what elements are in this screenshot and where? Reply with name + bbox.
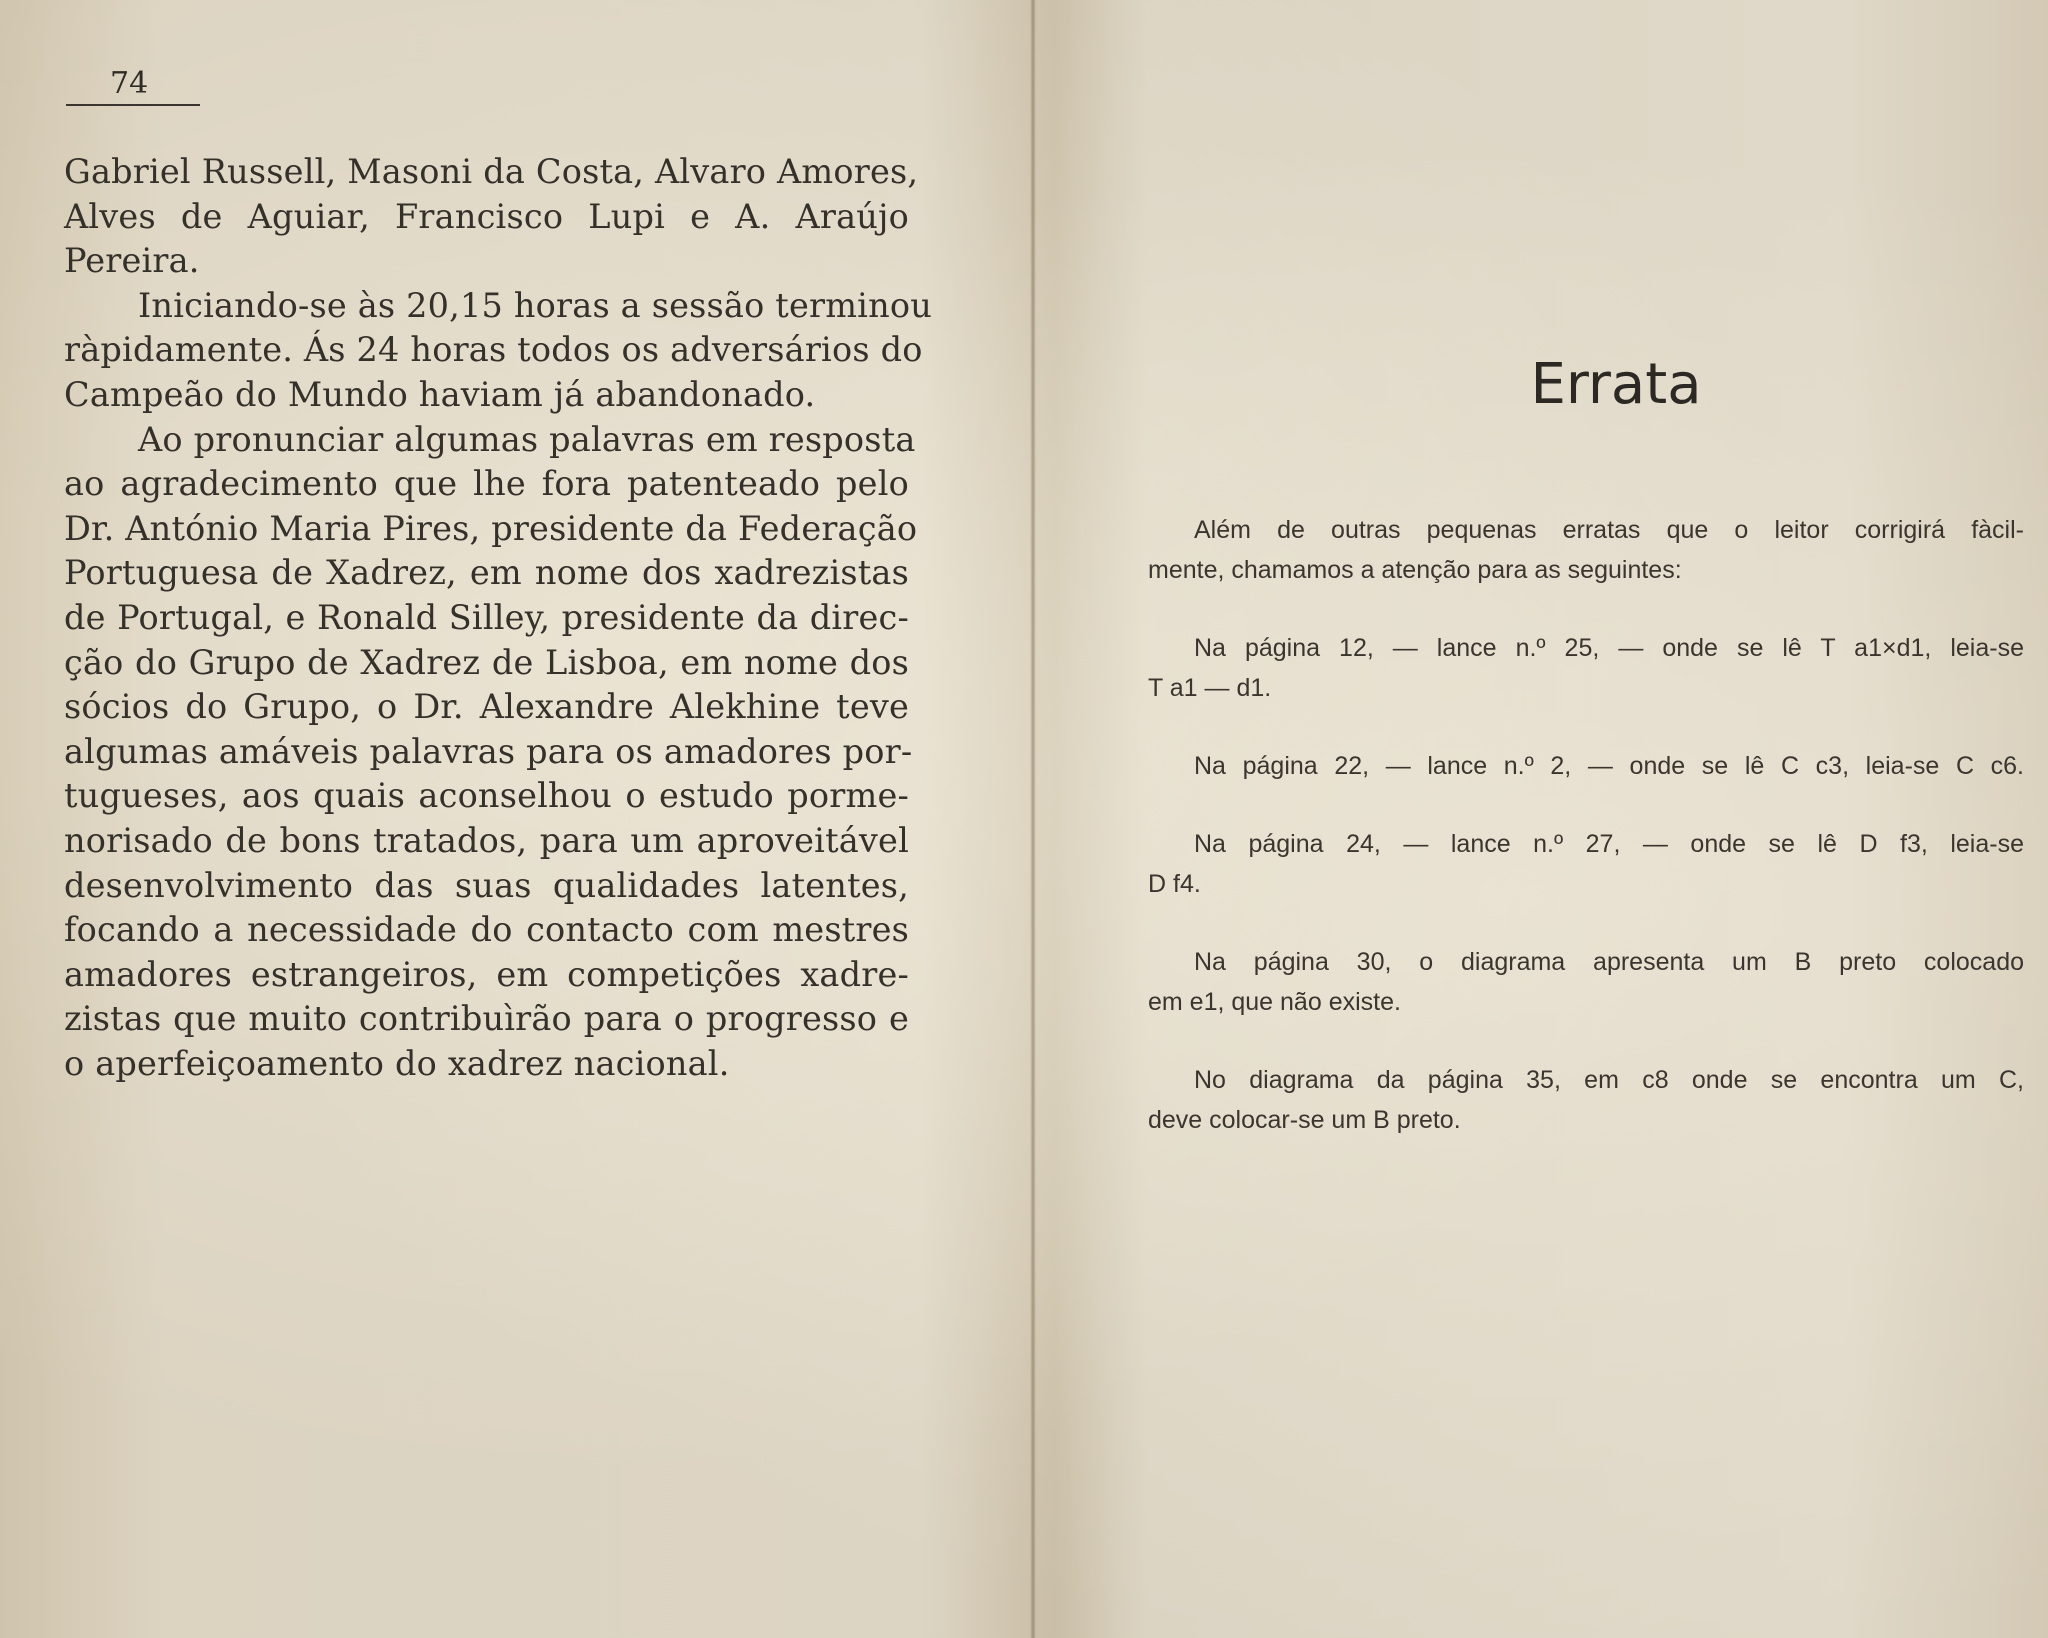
paragraph	[64, 150, 919, 284]
paragraph	[64, 418, 918, 1087]
text-line: zistas que muito contribuìrão para o progresso e	[64, 999, 909, 1039]
text-line: Iniciando-se às 20,15 horas a sessão terminou	[138, 285, 932, 325]
text-line: ràpidamente. Ás 24 horas todos os adversários do	[64, 330, 923, 370]
errata-item	[1148, 746, 2024, 786]
right-page	[1036, 0, 2048, 1638]
text-line: amadores estrangeiros, em competições xadre-	[64, 954, 909, 994]
paragraph	[64, 284, 932, 418]
text-line: Campeão do Mundo haviam já abandonado.	[64, 374, 816, 414]
errata-item	[1148, 824, 2024, 904]
text-line: Na página 24, — lance n.º 27, — onde se lê D f3, leia-se	[1194, 830, 2024, 858]
text-line: Na página 22, — lance n.º 2, — onde se lê C c3, leia-se C c6.	[1194, 752, 2024, 780]
text-line: Além de outras pequenas erratas que o leitor corrigirá fàcil-	[1194, 516, 2024, 544]
text-line: D f4.	[1148, 870, 1201, 898]
text-line: norisado de bons tratados, para um aproveitável	[64, 820, 909, 860]
page-number: 74	[66, 64, 200, 106]
text-line: mente, chamamos a atenção para as seguintes:	[1148, 556, 1682, 584]
text-line: T a1 — d1.	[1148, 674, 1272, 702]
text-line: ao agradecimento que lhe fora patenteado pelo	[64, 464, 909, 504]
text-line: em e1, que não existe.	[1148, 988, 1401, 1016]
text-line: Pereira.	[64, 241, 200, 281]
text-line: No diagrama da página 35, em c8 onde se encontra um C,	[1194, 1066, 2024, 1094]
text-line: Na página 30, o diagrama apresenta um B preto colocado	[1194, 948, 2024, 976]
text-line: ção do Grupo de Xadrez de Lisboa, em nome dos	[64, 642, 909, 682]
text-line: Gabriel Russell, Masoni da Costa, Alvaro Amores,	[64, 152, 919, 191]
text-line: Alves de Aguiar, Francisco Lupi e A. Araújo	[64, 196, 909, 236]
text-line: de Portugal, e Ronald Silley, presidente da direc-	[64, 597, 909, 637]
text-line: desenvolvimento das suas qualidades latentes,	[64, 865, 909, 905]
text-line: Na página 12, — lance n.º 25, — onde se lê T a1×d1, leia-se	[1194, 634, 2024, 662]
text-line: o aperfeiçoamento do xadrez nacional.	[64, 1043, 730, 1083]
left-page-body	[64, 150, 932, 1086]
text-line: algumas amáveis palavras para os amadores por-	[64, 731, 913, 771]
text-line: Dr. António Maria Pires, presidente da Federação	[64, 508, 918, 548]
text-line: deve colocar-se um B preto.	[1148, 1106, 1461, 1134]
text-line: tugueses, aos quais aconselhou o estudo porme-	[64, 776, 909, 816]
errata-item	[1148, 628, 2024, 708]
page-title: Errata	[1530, 352, 1702, 417]
text-line: Portuguesa de Xadrez, em nome dos xadrezistas	[64, 553, 909, 593]
errata-item	[1148, 1060, 2024, 1140]
text-line: focando a necessidade do contacto com mestres	[64, 910, 909, 950]
errata-list	[1148, 510, 2024, 1178]
errata-intro	[1148, 510, 2024, 590]
text-line: sócios do Grupo, o Dr. Alexandre Alekhine teve	[64, 687, 909, 727]
text-line: Ao pronunciar algumas palavras em resposta	[138, 419, 916, 459]
errata-item	[1148, 942, 2024, 1022]
